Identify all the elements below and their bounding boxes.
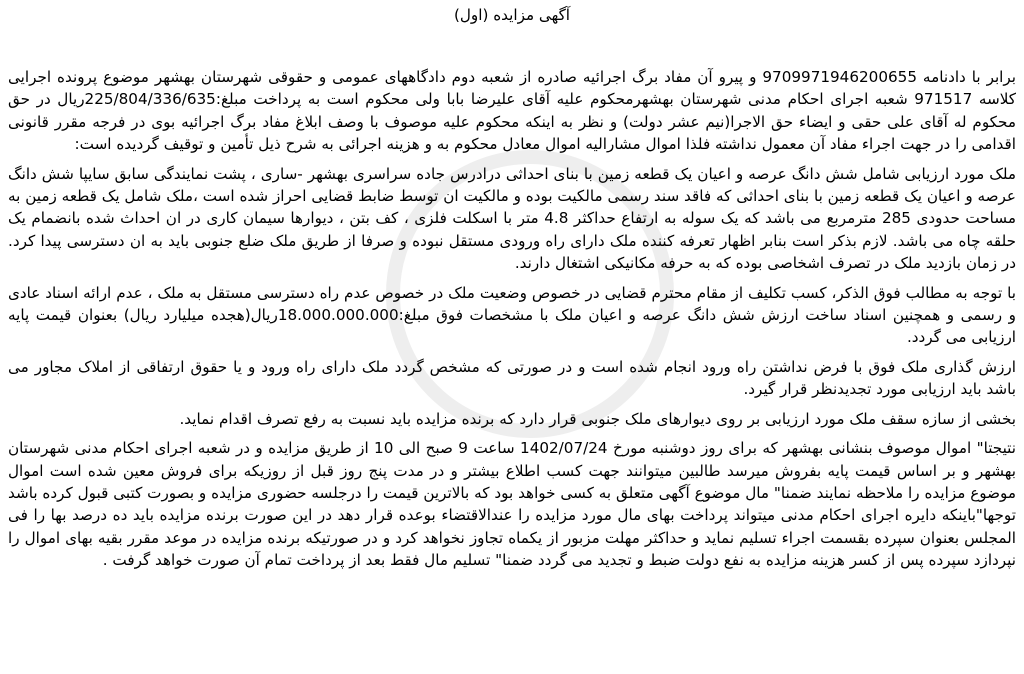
paragraph-valuation: با توجه به مطالب فوق الذکر، کسب تکلیف از مقام محترم قضایی در خصوص وضعیت ملک در خصوص عدم راه دسترسی مستقل به ملک ، عدم ارائه اسناد عادی و رسمی و همچنین اسناد ساخت ارزش شش دانگ عرصه و اعیان ملک با مشخصات فوق مبلغ:18.000.000.000ریال(هجده میلیارد ریال) بعنوان قیمت پایه ارزیابی می گردد. — [8, 283, 1016, 347]
paragraph-verdict: برابر با دادنامه 9709971946200655 و پیرو آن مفاد برگ اجرائیه صادره از شعبه دوم دادگاههای عمومی و حقوقی شهرستان بهشهر موضوع پرونده اجرایی کلاسه 971517 شعبه اجرای احکام مدنی شهرستان بهشهرمحکوم علیه آقای علیرضا بابا ولی محکوم است به پرداخت مبلغ:225/804/336/635ریال در حق محکوم له آقای علی حقی و ایضاء حق الاجرا(نیم عشر دولت) و نظر به اینکه محکوم علیه موصوف با وصف ابلاغ مفاد برگ اجرائیه بوی در فرجه مقرر قانونی اقدامی را در جهت اجراء مفاد آن معمول نداشته فلذا اموال مشارالیه اموال معادل محکوم به و هزینه اجرائی به شرح ذیل تأمین و توقیف گردیده است: — [8, 68, 1016, 154]
paragraph-access-note: ارزش گذاری ملک فوق با فرض نداشتن راه ورود انجام شده است و در صورتی که مشخص گردد ملک دارای راه ورود و یا حقوق ارتفاقی از املاک مجاور می باشد باید ارزیابی مورد تجدیدنظر قرار گیرد. — [8, 357, 1016, 399]
paragraph-property-description: ملک مورد ارزیابی شامل شش دانگ عرصه و اعیان یک قطعه زمین با بنای احداثی درادرس جاده سراسری بهشهر -ساری ، پشت نمایندگی سابق سایپا شش دانگ عرصه و اعیان یک قطعه زمین با بنای احداثی که فاقد سند رسمی مالکیت بوده و مالکیت ان توسط ضابط قضایی احراز شده است ،ملک شامل یک قطعه زمین به مساحت حدودی 285 مترمربع می باشد که یک سوله به ارتفاع حداکثر 4.8 متر با اسکلت فلزی ، کف بتن ، دیوارها سیمان کاری در ان احداث شده بانضمام یک حلقه چاه می باشد. لازم بذکر است بنابر اظهار تعرفه کننده ملک دارای راه ورودی مستقل نبوده و صرفا از طریق ملک ضلع جنوبی باید به ان دسترسی پیدا کرد. در زمان بازدید ملک در تصرف اشخاصی بوده که به حرفه مکانیکی اشتغال دارند. — [8, 164, 1016, 273]
notice-document — [8, 4, 1016, 579]
paragraph-roof-note: بخشی از سازه سقف ملک مورد ارزیابی بر روی دیوارهای ملک جنوبی قرار دارد که برنده مزایده باید نسبت به رفع تصرف اقدام نماید. — [179, 409, 1016, 428]
notice-title: آگهی مزایده (اول) — [453, 6, 571, 24]
paragraph-auction-terms: نتیجتا" اموال موصوف بنشانی بهشهر که برای روز دوشنبه مورخ 1402/07/24 ساعت 9 صبح الی 10 از طریق مزایده و در شعبه اجرای احکام مدنی شهرستان بهشهر و بر اساس قیمت پایه بفروش میرسد طالبین میتوانند جهت کسب اطلاع بیشتر و در مدت پنج روز قبل از روزیکه برای فروش معین شده است اموال موضوع مزایده را ملاحظه نمایند ضمنا" مال موضوع آگهی متعلق به کسی خواهد بود که بالاترین قیمت را درجلسه حضوری مزایده و بصورت کتبی قبول کرده باشد توجها"باینکه دایره اجرای احکام مدنی میتواند پرداخت بهای مال مورد مزایده را عندالاقتضاء بوعده قرار دهد در این صورت برنده مزایده باید ده درصد بها را فی المجلس بعنوان سپرده بقسمت اجراء تسلیم نماید و حداکثر مهلت مزبور از یکماه تجاوز نخواهد کرد و در صورتیکه برنده مزایده در موعد مقرر بقیه بهای اموال را نپردازد سپرده پس از کسر هزینه مزایده به نفع دولت ضبط و تجدید می گردد ضمنا" تسلیم مال فقط بعد از پرداخت تمام آن صورت خواهد گرفت . — [8, 439, 1016, 570]
